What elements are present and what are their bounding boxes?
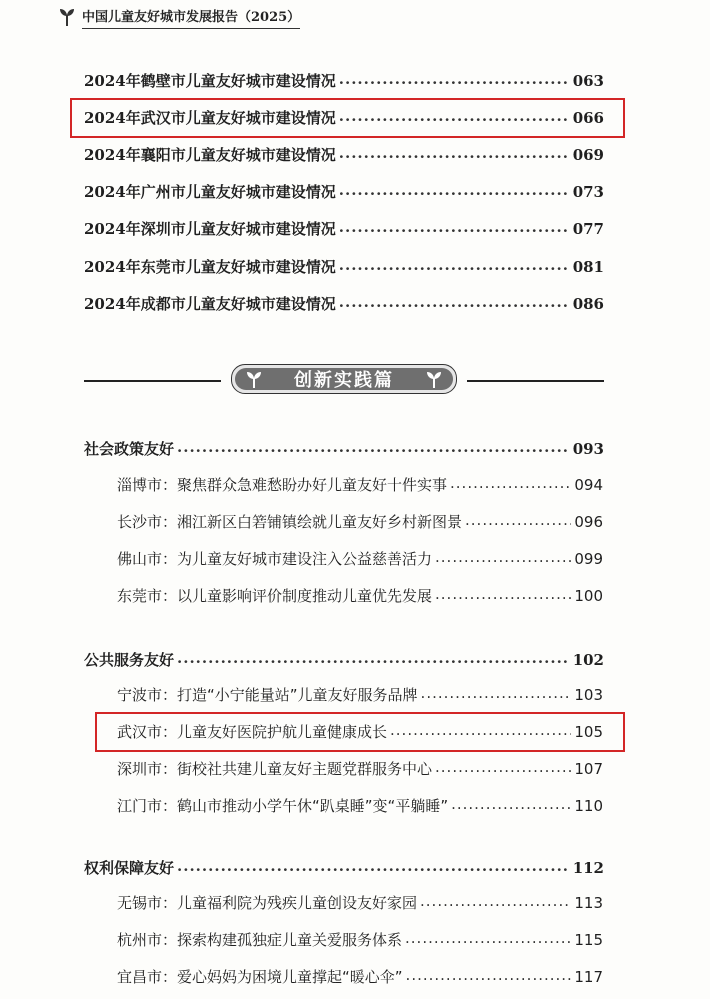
toc-entry[interactable]: 江门市：鹤山市推动小学午休“趴桌睡”变“平躺睡” ..... 110	[117, 795, 603, 816]
leader-dots	[339, 144, 570, 162]
leader-dots	[465, 511, 571, 529]
leader-dots	[339, 293, 570, 311]
leader-dots	[435, 548, 571, 566]
sprout-logo-icon	[58, 7, 76, 27]
section-title: 创新实践篇	[294, 370, 394, 391]
leader-dots	[435, 585, 571, 603]
leader-dots	[339, 70, 570, 88]
leader-dots	[177, 438, 570, 456]
toc-entry-city[interactable]: 2024年成都市儿童友好城市建设情况 ..... 086	[84, 293, 604, 314]
toc-entry[interactable]: 杭州市：探索构建孤独症儿童关爱服务体系 ..... 115	[117, 929, 603, 950]
leader-dots	[177, 649, 570, 667]
sprout-icon	[246, 371, 262, 389]
leader-dots	[421, 684, 572, 702]
report-title: 中国儿童友好城市发展报告（2025）	[82, 6, 300, 29]
toc-entry[interactable]: 宁波市：打造“小宁能量站”儿童友好服务品牌 ..... 103	[117, 684, 603, 705]
leader-dots	[177, 857, 570, 875]
leader-dots	[435, 758, 571, 776]
highlight-box-wuhan-city	[70, 98, 625, 138]
leader-dots	[420, 892, 571, 910]
leader-dots	[406, 966, 572, 984]
sprout-icon	[426, 371, 442, 389]
banner-plaque	[231, 364, 457, 394]
leader-dots	[339, 181, 570, 199]
toc-entry[interactable]: 东莞市：以儿童影响评价制度推动儿童优先发展 ..... 100	[117, 585, 603, 606]
toc-entry[interactable]: 淄博市：聚焦群众急难愁盼办好儿童友好十件实事 ..... 094	[117, 474, 603, 495]
banner-rule-right	[467, 380, 604, 382]
section-banner	[84, 362, 604, 398]
toc-entry-city[interactable]: 2024年襄阳市儿童友好城市建设情况 ..... 069	[84, 144, 604, 165]
running-header	[58, 4, 300, 30]
leader-dots	[451, 795, 571, 813]
toc-entry[interactable]: 佛山市：为儿童友好城市建设注入公益慈善活力 ..... 099	[117, 548, 603, 569]
toc-chapter[interactable]: 权利保障友好 ..... 112	[84, 857, 604, 878]
toc-chapter[interactable]: 公共服务友好 ..... 102	[84, 649, 604, 670]
leader-dots	[339, 256, 570, 274]
toc-entry[interactable]: 宜昌市：爱心妈妈为困境儿童撑起“暖心伞” ..... 117	[117, 966, 603, 987]
toc-entry[interactable]: 无锡市：儿童福利院为残疾儿童创设友好家园 ..... 113	[117, 892, 603, 913]
toc-entry-city[interactable]: 2024年武汉市儿童友好城市建设情况 ..... 066	[84, 107, 604, 128]
toc-entry-city[interactable]: 2024年深圳市儿童友好城市建设情况 ..... 077	[84, 218, 604, 239]
toc-entry-city[interactable]: 2024年鹤壁市儿童友好城市建设情况 ..... 063	[84, 70, 604, 91]
leader-dots	[450, 474, 571, 492]
banner-rule-left	[84, 380, 221, 382]
toc-entry-city[interactable]: 2024年广州市儿童友好城市建设情况 ..... 073	[84, 181, 604, 202]
toc-entry[interactable]: 深圳市：街校社共建儿童友好主题党群服务中心 ..... 107	[117, 758, 603, 779]
leader-dots	[339, 218, 570, 236]
toc-entry[interactable]: 长沙市：湘江新区白箬铺镇绘就儿童友好乡村新图景 ..... 096	[117, 511, 603, 532]
toc-chapter[interactable]: 社会政策友好 ..... 093	[84, 438, 604, 459]
leader-dots	[405, 929, 571, 947]
toc-entry[interactable]: 武汉市：儿童友好医院护航儿童健康成长 ..... 105	[117, 721, 603, 742]
toc-entry-city[interactable]: 2024年东莞市儿童友好城市建设情况 ..... 081	[84, 256, 604, 277]
highlight-box-wuhan-hospital	[95, 712, 625, 752]
